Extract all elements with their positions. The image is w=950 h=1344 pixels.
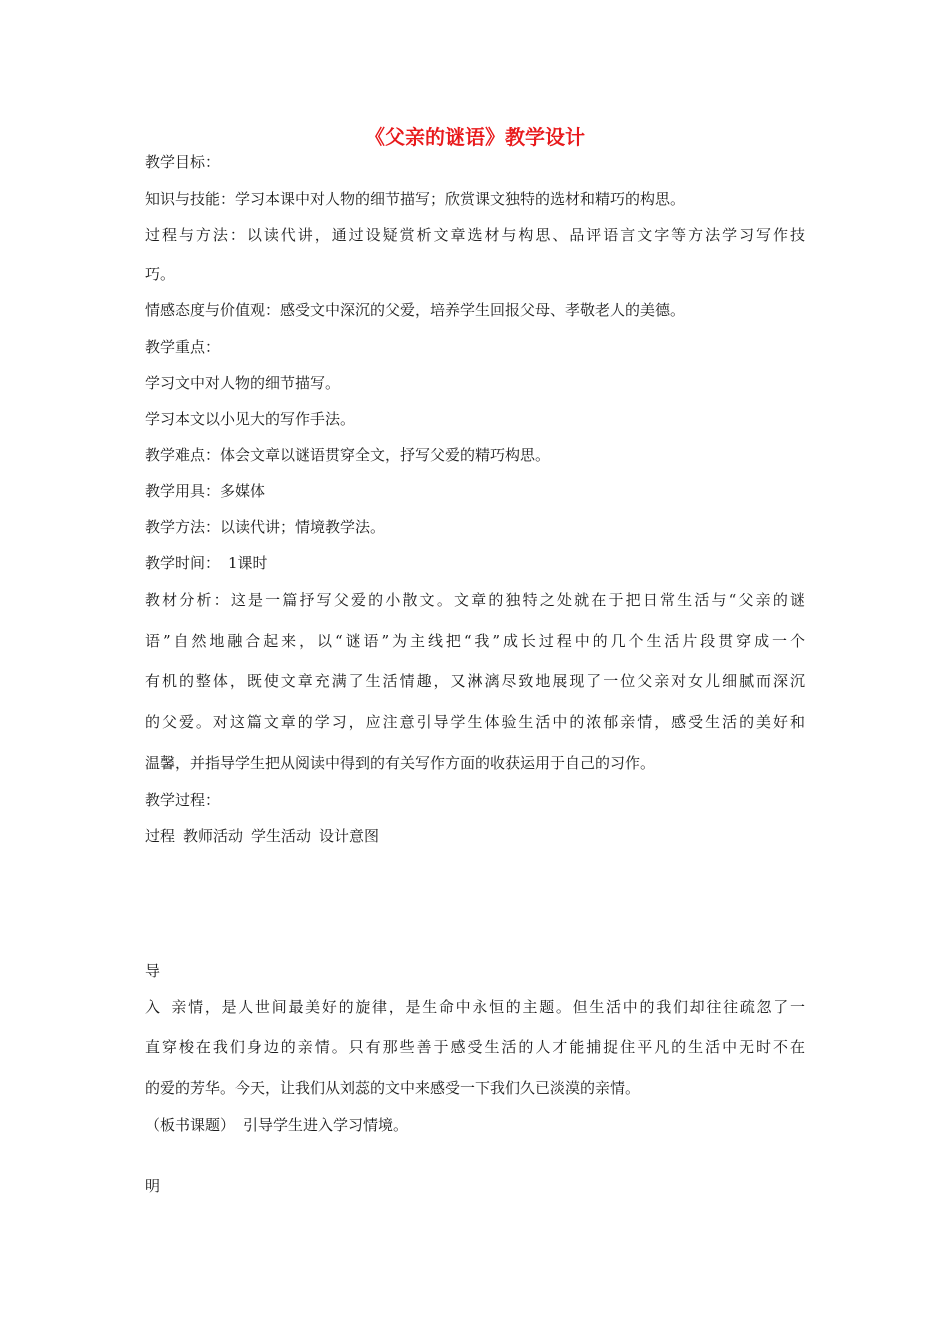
document-title: 《父亲的谜语》教学设计 — [365, 125, 585, 149]
analysis-line-1: 教材分析：这是一篇抒写父爱的小散文。文章的独特之处就在于把日常生活与“父亲的谜 — [145, 591, 805, 609]
intro-line-3: 的爱的芳华。今天，让我们从刘蕊的文中来感受一下我们久已淡漠的亲情。 — [145, 1079, 641, 1097]
time-label: 教学时间： — [145, 554, 221, 572]
intro-char-1: 导 — [145, 962, 161, 980]
process-table-header — [145, 826, 379, 846]
process-method-line-1: 过程与方法：以读代讲，通过设疑赏析文章选材与构思、品评语言文字等方法学习写作技 — [145, 226, 805, 244]
header-process: 过程 — [145, 827, 176, 845]
time-value: 1课时 — [228, 554, 268, 572]
analysis-line-3: 有机的整体，既使文章充满了生活情趣，又淋漓尽致地展现了一位父亲对女儿细腻而深沉 — [145, 672, 805, 690]
emotion-values-line: 情感态度与价值观：感受文中深沉的父爱，培养学生回报父母、孝敬老人的美德。 — [145, 301, 686, 319]
next-section-char: 明 — [145, 1177, 161, 1195]
time-line — [145, 553, 268, 573]
tools-line: 教学用具：多媒体 — [145, 482, 266, 500]
analysis-line-2: 语”自然地融合起来，以“谜语”为主线把“我”成长过程中的几个生活片段贯穿成一个 — [145, 632, 805, 650]
intro-line-1 — [145, 997, 805, 1017]
header-design-intent: 设计意图 — [319, 827, 380, 845]
process-method-line-2: 巧。 — [145, 265, 176, 283]
intro-char-2: 入 — [145, 998, 162, 1016]
intro-text-1: 亲情，是人世间最美好的旋律，是生命中永恒的主题。但生活中的我们却往往疏忽了一 — [169, 998, 805, 1016]
methods-line: 教学方法：以读代讲；情境教学法。 — [145, 518, 386, 536]
header-teacher-activity: 教师活动 — [183, 827, 244, 845]
difficulty-line: 教学难点：体会文章以谜语贯穿全文，抒写父爱的精巧构思。 — [145, 446, 551, 464]
key-points-heading: 教学重点： — [145, 338, 221, 356]
key-point-1: 学习文中对人物的细节描写。 — [145, 374, 341, 392]
board-note: （板书课题） — [145, 1116, 236, 1134]
process-heading: 教学过程： — [145, 791, 221, 809]
goals-heading: 教学目标： — [145, 153, 221, 171]
key-point-2: 学习本文以小见大的写作手法。 — [145, 410, 356, 428]
board-purpose: 引导学生进入学习情境。 — [243, 1116, 409, 1134]
analysis-line-5: 温馨，并指导学生把从阅读中得到的有关写作方面的收获运用于自己的习作。 — [145, 754, 656, 772]
intro-line-2: 直穿梭在我们身边的亲情。只有那些善于感受生活的人才能捕捉住平凡的生活中无时不在 — [145, 1038, 805, 1056]
analysis-line-4: 的父爱。对这篇文章的学习，应注意引导学生体验生活中的浓郁亲情，感受生活的美好和 — [145, 713, 805, 731]
knowledge-skills-line: 知识与技能：学习本课中对人物的细节描写；欣赏课文独特的选材和精巧的构思。 — [145, 190, 686, 208]
header-student-activity: 学生活动 — [251, 827, 312, 845]
board-line — [145, 1115, 408, 1135]
